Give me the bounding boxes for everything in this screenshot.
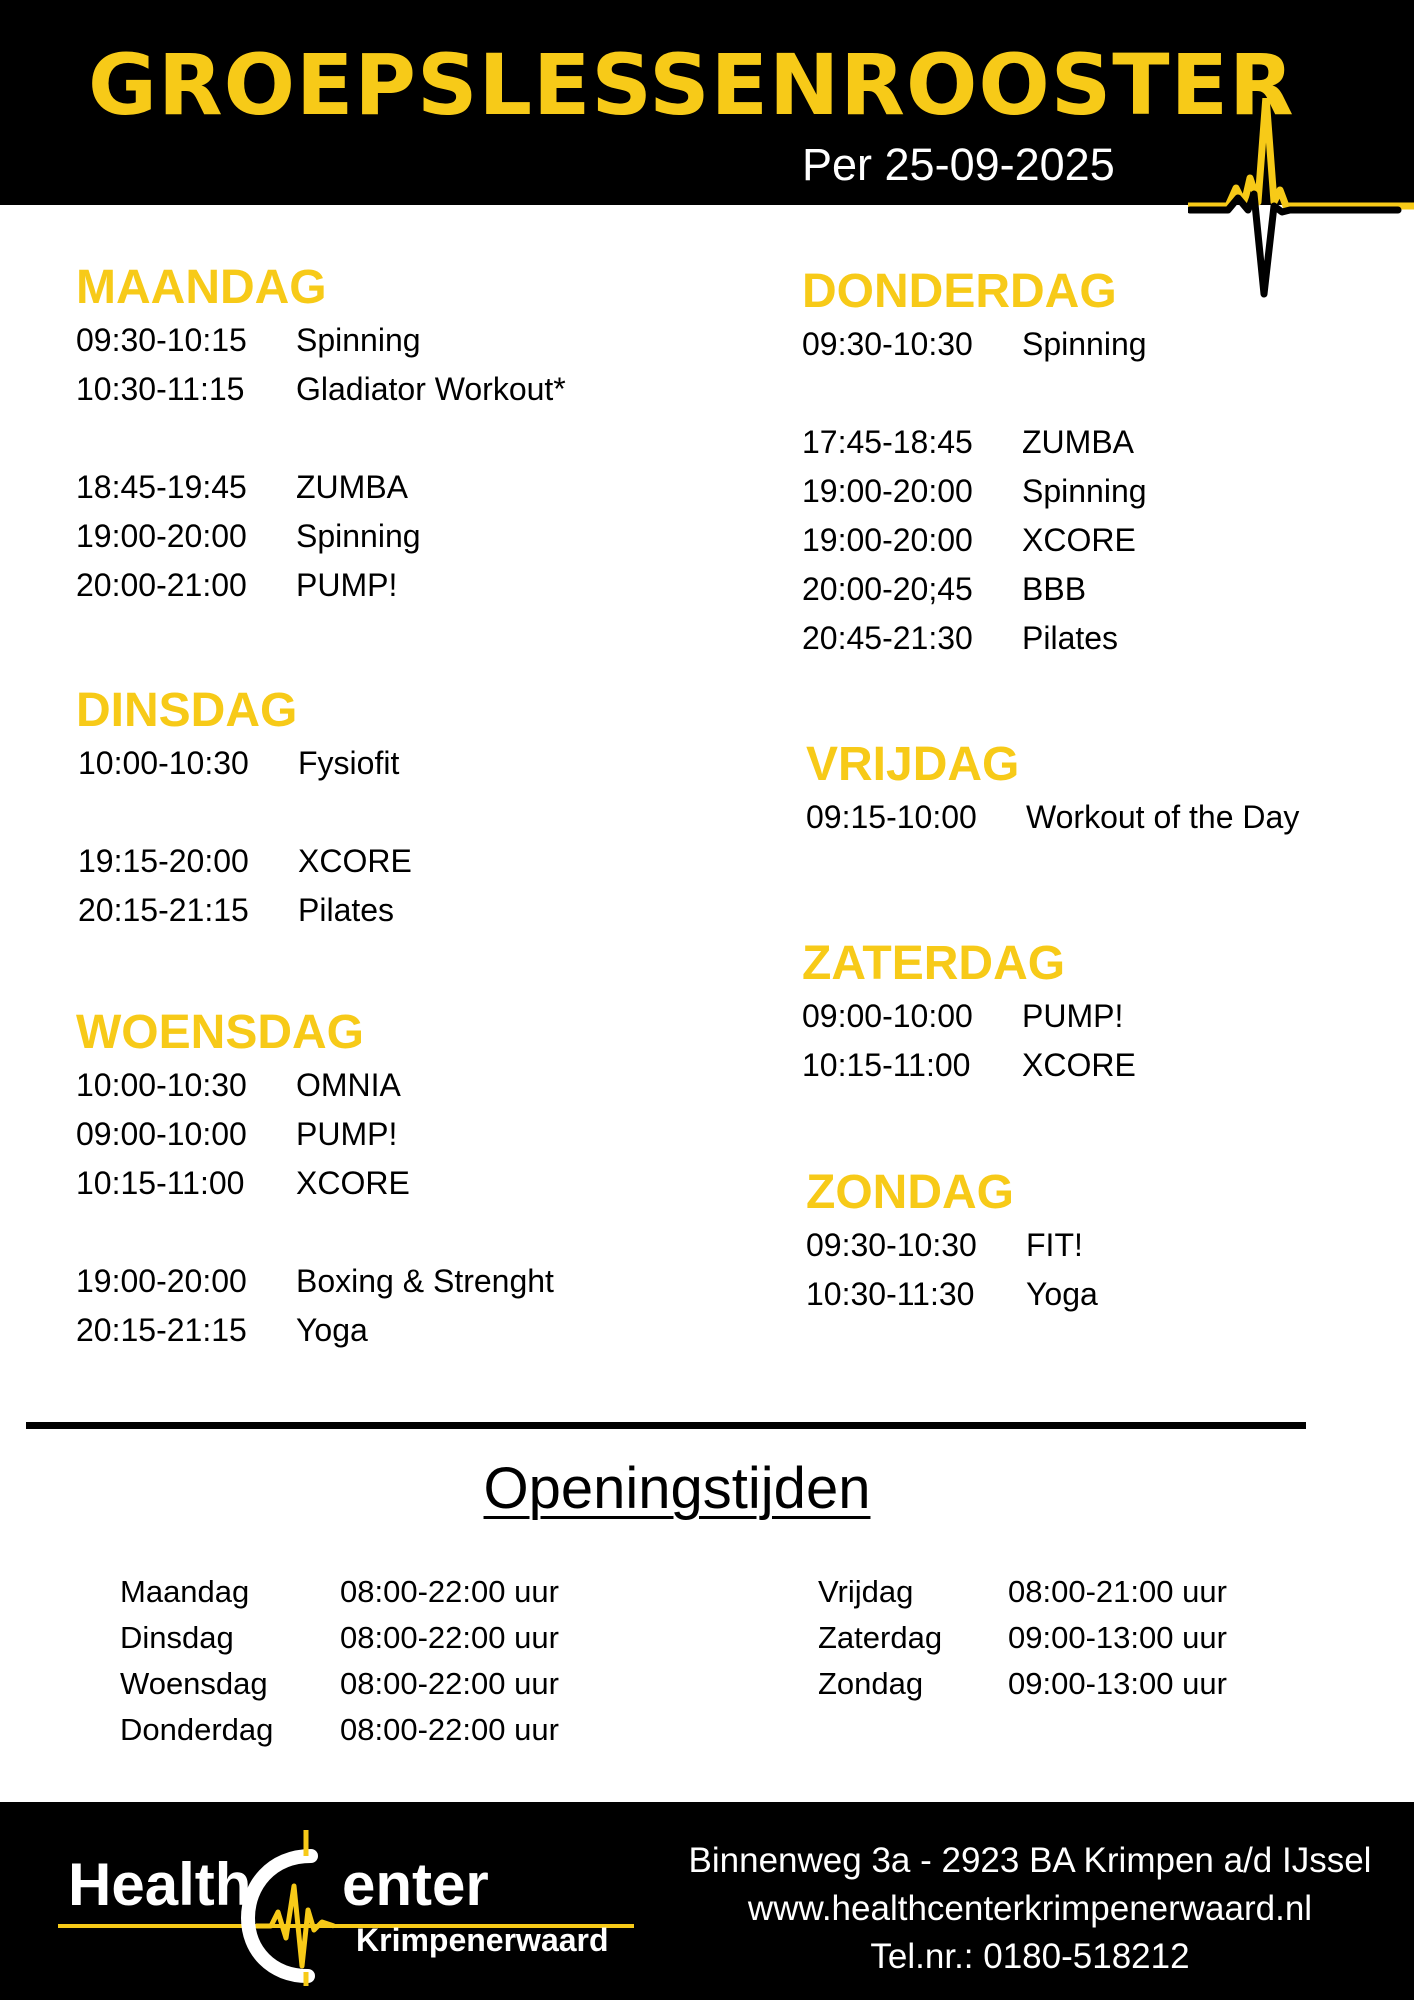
opening-time: 08:00-22:00 uur	[340, 1574, 559, 1609]
class-name: PUMP!	[296, 1116, 398, 1152]
class-name: PUMP!	[296, 567, 398, 603]
heartbeat-pulse-icon	[1188, 98, 1414, 298]
class-time: 19:00-20:00	[802, 473, 973, 509]
logo-text-health: Health	[68, 1851, 252, 1918]
class-time: 09:00-10:00	[802, 998, 973, 1034]
class-time: 10:15-11:00	[76, 1165, 245, 1201]
class-name: FIT!	[1026, 1227, 1083, 1263]
class-time: 20:00-21:00	[76, 567, 247, 603]
opening-time: 08:00-22:00 uur	[340, 1666, 559, 1701]
opening-day: Donderdag	[120, 1712, 274, 1747]
class-name: Gladiator Workout*	[296, 371, 566, 407]
logo-text-krimpenerwaard: Krimpenerwaard	[356, 1922, 609, 1958]
class-name: ZUMBA	[296, 469, 408, 505]
day-heading-donderdag: DONDERDAG	[802, 265, 1117, 318]
opening-time: 09:00-13:00 uur	[1008, 1620, 1227, 1655]
class-name: Spinning	[1022, 326, 1147, 362]
class-name: XCORE	[298, 843, 412, 879]
day-heading-zondag: ZONDAG	[806, 1166, 1014, 1219]
day-block-zondag	[806, 1165, 1098, 1312]
page-title: GROEPSLESSENROOSTER	[88, 36, 1295, 134]
class-time: 20:15-21:15	[78, 892, 249, 928]
day-block-vrijdag	[806, 737, 1300, 835]
class-name: XCORE	[1022, 522, 1136, 558]
class-time: 10:15-11:00	[802, 1047, 971, 1083]
class-time: 09:15-10:00	[806, 799, 977, 835]
opening-time: 08:00-21:00 uur	[1008, 1574, 1227, 1609]
opening-time: 09:00-13:00 uur	[1008, 1666, 1227, 1701]
opening-day: Vrijdag	[818, 1574, 914, 1609]
class-time: 20:45-21:30	[802, 620, 973, 656]
day-heading-woensdag: WOENSDAG	[76, 1006, 364, 1059]
class-time: 20:15-21:15	[76, 1312, 247, 1348]
footer-website[interactable]: www.healthcenterkrimpenerwaard.nl	[747, 1889, 1313, 1928]
opening-day: Zondag	[818, 1666, 924, 1701]
class-time: 10:00-10:30	[76, 1067, 247, 1103]
day-block-donderdag	[802, 264, 1147, 656]
class-name: Pilates	[1022, 620, 1119, 656]
class-time: 10:30-11:15	[76, 371, 245, 407]
footer-address: Binnenweg 3a - 2923 BA Krimpen a/d IJssel	[688, 1841, 1372, 1880]
class-time: 10:00-10:30	[78, 745, 249, 781]
class-time: 19:00-20:00	[802, 522, 973, 558]
opening-day: Dinsdag	[120, 1620, 234, 1655]
day-block-woensdag	[76, 1005, 554, 1348]
page-subtitle-date: Per 25-09-2025	[802, 139, 1115, 190]
class-time: 17:45-18:45	[802, 424, 973, 460]
class-time: 10:30-11:30	[806, 1276, 975, 1312]
class-time: 20:00-20;45	[802, 571, 973, 607]
opening-time: 08:00-22:00 uur	[340, 1620, 559, 1655]
class-time: 09:30-10:30	[806, 1227, 977, 1263]
class-name: BBB	[1022, 571, 1087, 607]
day-block-dinsdag	[76, 683, 412, 928]
day-block-zaterdag	[802, 936, 1136, 1083]
class-time: 09:30-10:30	[802, 326, 973, 362]
class-time: 09:30-10:15	[76, 322, 247, 358]
class-name: Pilates	[298, 892, 395, 928]
class-name: Spinning	[1022, 473, 1147, 509]
class-time: 18:45-19:45	[76, 469, 247, 505]
day-heading-maandag: MAANDAG	[76, 261, 327, 314]
class-name: XCORE	[1022, 1047, 1136, 1083]
day-heading-dinsdag: DINSDAG	[76, 684, 298, 737]
opening-day: Maandag	[120, 1574, 250, 1609]
section-divider	[26, 1422, 1306, 1429]
opening-time: 08:00-22:00 uur	[340, 1712, 559, 1747]
class-name: PUMP!	[1022, 998, 1124, 1034]
class-name: Yoga	[296, 1312, 368, 1348]
class-name: Spinning	[296, 518, 421, 554]
footer-banner	[0, 1802, 1414, 2000]
opening-hours-title: Openingstijden	[483, 1456, 871, 1521]
day-heading-zaterdag: ZATERDAG	[802, 937, 1066, 990]
class-name: Boxing & Strenght	[296, 1263, 554, 1299]
class-name: Fysiofit	[298, 745, 400, 781]
opening-day: Woensdag	[120, 1666, 268, 1701]
class-time: 19:00-20:00	[76, 518, 247, 554]
class-time: 19:00-20:00	[76, 1263, 247, 1299]
class-name: ZUMBA	[1022, 424, 1134, 460]
class-name: Yoga	[1026, 1276, 1098, 1312]
opening-day: Zaterdag	[818, 1620, 943, 1655]
day-heading-vrijdag: VRIJDAG	[806, 738, 1020, 791]
day-block-maandag	[76, 260, 566, 603]
footer-phone: Tel.nr.: 0180-518212	[870, 1937, 1190, 1976]
class-time: 19:15-20:00	[78, 843, 249, 879]
class-name: OMNIA	[296, 1067, 401, 1103]
class-name: Workout of the Day	[1026, 799, 1300, 835]
class-time: 09:00-10:00	[76, 1116, 247, 1152]
healthcenter-logo	[56, 1826, 636, 1986]
class-name: XCORE	[296, 1165, 410, 1201]
logo-text-center: enter	[342, 1851, 489, 1918]
class-name: Spinning	[296, 322, 421, 358]
